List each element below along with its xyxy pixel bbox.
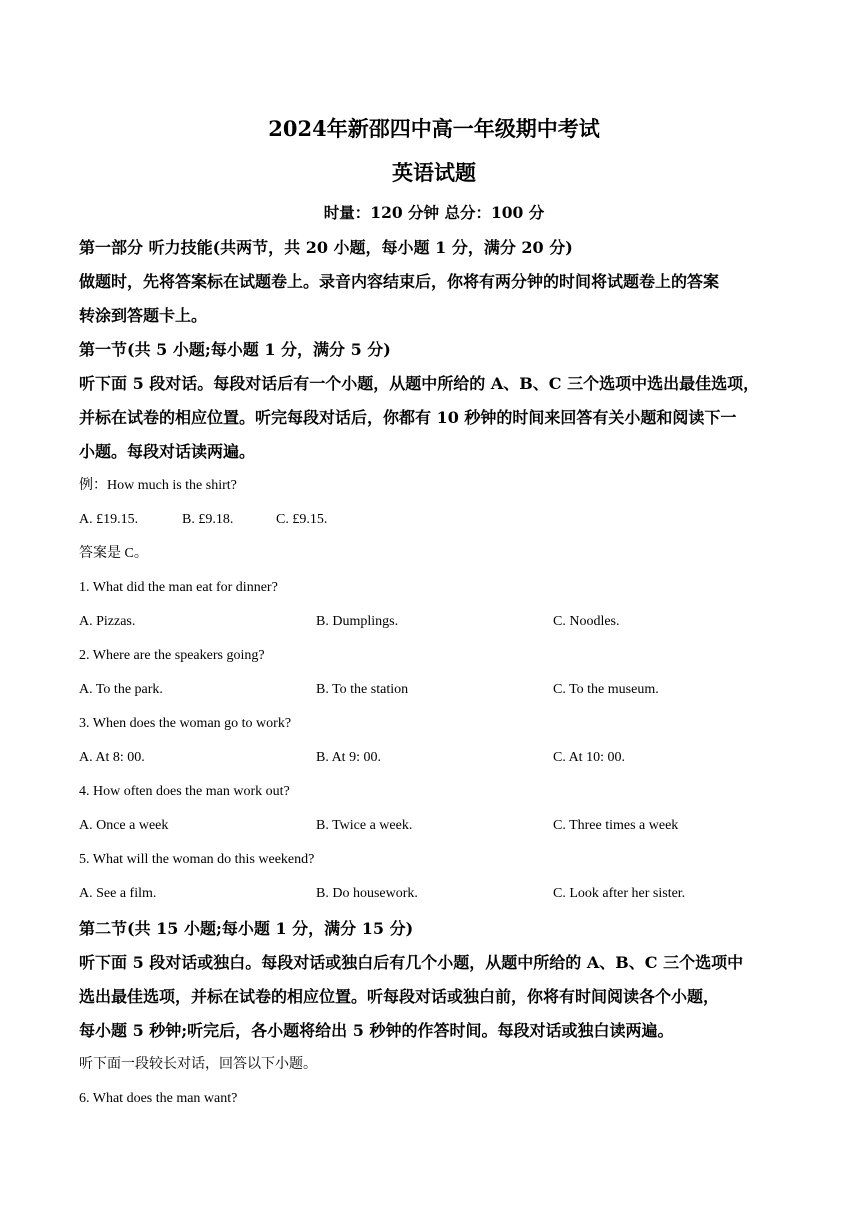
exam-title: 2024年新邵四中高一年级期中考试: [268, 116, 600, 141]
part1-instruction-line: 转涂到答题卡上。: [79, 306, 208, 325]
part1-heading: 第一部分 听力技能(共两节，共 20 小题，每小题 1 分，满分 20 分): [79, 238, 573, 257]
section1-heading: 第一节(共 5 小题;每小题 1 分，满分 5 分): [79, 340, 391, 359]
question-3-options: [79, 748, 794, 768]
option-a: A. £19.15.: [79, 512, 139, 527]
section2-instruction-line: 选出最佳选项，并标在试卷的相应位置。听每段对话或独白前，你将有时间阅读各个小题，: [79, 987, 720, 1006]
part1-instruction-line: 做题时，先将答案标在试题卷上。录音内容结束后，你将有两分钟的时间将试题卷上的答案: [79, 272, 720, 291]
question-4: 4. How often does the man work out?: [79, 784, 290, 799]
option-c: C. To the museum.: [553, 682, 659, 697]
option-c: C. At 10: 00.: [553, 750, 625, 765]
option-b: B. £9.18.: [182, 512, 234, 527]
question-2: 2. Where are the speakers going?: [79, 648, 265, 663]
option-b: B. Twice a week.: [316, 818, 413, 833]
option-c: C. Look after her sister.: [553, 886, 686, 901]
section2-sub-instruction: 听下面一段较长对话，回答以下小题。: [79, 1057, 317, 1072]
question-6: 6. What does the man want?: [79, 1091, 238, 1106]
question-4-options: [79, 816, 794, 836]
section2-heading: 第二节(共 15 小题;每小题 1 分，满分 15 分): [79, 919, 414, 938]
option-c: C. Noodles.: [553, 614, 620, 629]
question-2-options: [79, 680, 794, 700]
option-b: B. At 9: 00.: [316, 750, 381, 765]
option-a: A. To the park.: [79, 682, 163, 697]
example-answer: 答案是 C。: [79, 546, 148, 561]
option-a: A. At 8: 00.: [79, 750, 145, 765]
section1-instruction-line: 并标在试卷的相应位置。听完每段对话后，你都有 10 秒钟的时间来回答有关小题和阅读下一: [79, 408, 737, 427]
option-b: B. Do housework.: [316, 886, 418, 901]
option-b: B. To the station: [316, 682, 409, 697]
option-a: A. Once a week: [79, 818, 169, 833]
question-1: 1. What did the man eat for dinner?: [79, 580, 278, 595]
question-5-options: [79, 884, 794, 904]
question-5: 5. What will the woman do this weekend?: [79, 852, 315, 867]
section2-instruction-line: 听下面 5 段对话或独白。每段对话或独白后有几个小题，从题中所给的 A、B、C 三个选项中: [79, 953, 744, 972]
example-question: 例：How much is the shirt?: [79, 478, 237, 493]
section2-instruction-line: 每小题 5 秒钟;听完后，各小题将给出 5 秒钟的作答时间。每段对话或独白读两遍。: [79, 1021, 674, 1040]
question-3: 3. When does the woman go to work?: [79, 716, 292, 731]
section1-instruction-line: 小题。每段对话读两遍。: [79, 442, 256, 461]
option-b: B. Dumplings.: [316, 614, 399, 629]
question-1-options: [79, 612, 794, 632]
example-options: [79, 510, 794, 530]
option-a: A. Pizzas.: [79, 614, 136, 629]
option-a: A. See a film.: [79, 886, 157, 901]
option-c: C. Three times a week: [553, 818, 679, 833]
time-info: 时量：120 分钟 总分：100 分: [323, 203, 545, 222]
exam-subtitle: 英语试题: [392, 160, 476, 185]
section1-instruction-line: 听下面 5 段对话。每段对话后有一个小题，从题中所给的 A、B、C 三个选项中选出最佳选项，: [79, 374, 760, 393]
option-c: C. £9.15.: [276, 512, 328, 527]
